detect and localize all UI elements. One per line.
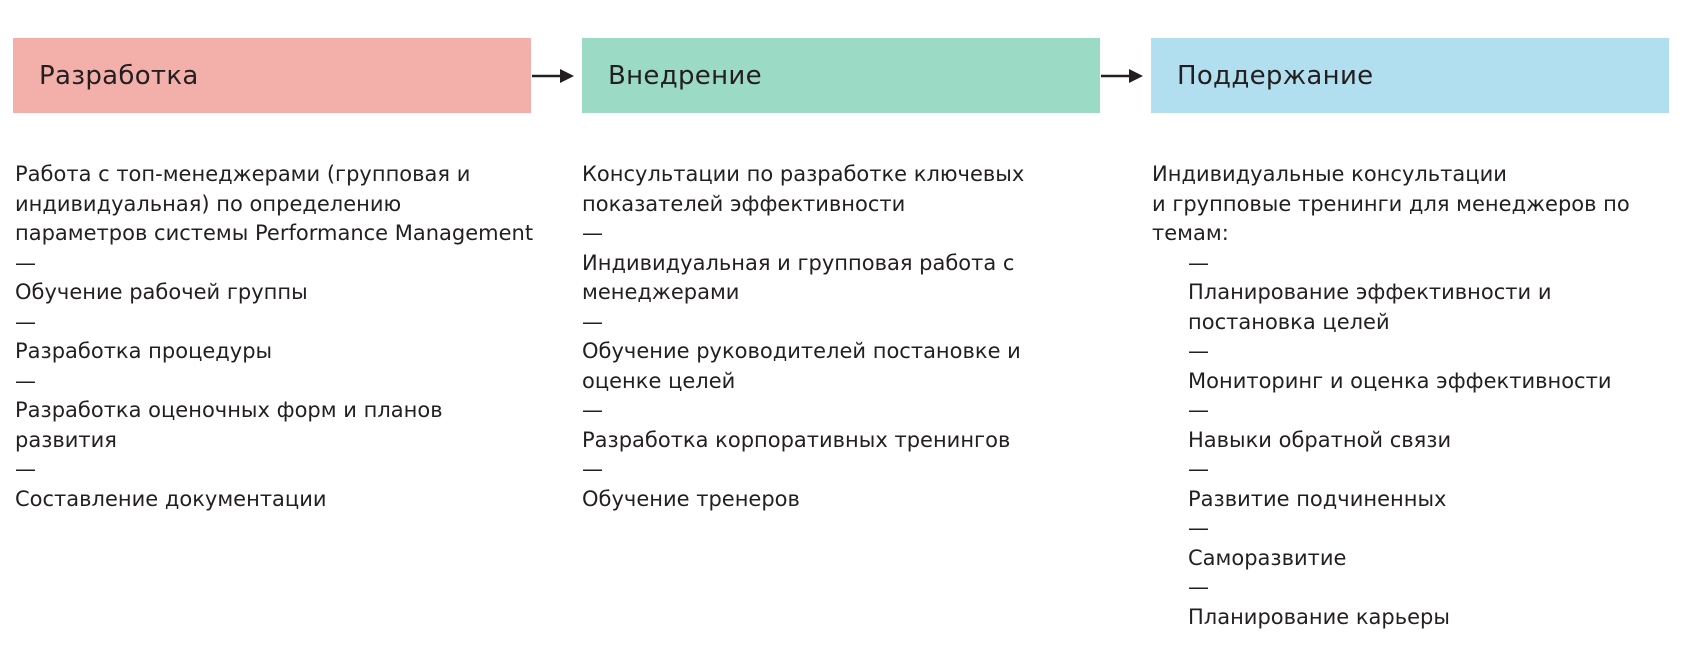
implementation-activities-list: [582, 160, 1102, 514]
stage-title: Внедрение: [608, 60, 762, 91]
separator-dash: —: [582, 309, 603, 334]
list-item: Разработка оценочных форм и планов развития: [15, 398, 443, 452]
list-item: Работа с топ-менеджерами (групповая и индивидуальная) по определению параметров системы Performance Management: [15, 162, 534, 245]
separator-dash: —: [15, 250, 36, 275]
separator-dash: —: [1188, 250, 1209, 275]
separator-dash: —: [15, 368, 36, 393]
list-item: Разработка процедуры: [15, 339, 273, 363]
separator-dash: —: [582, 221, 603, 245]
list-item: Обучение рабочей группы: [15, 280, 308, 304]
separator-dash: —: [1188, 457, 1209, 481]
list-item: Планирование карьеры: [1188, 604, 1450, 629]
list-item: Индивидуальная и групповая работа с менеджерами: [582, 250, 1015, 304]
list-item: Саморазвитие: [1188, 545, 1347, 570]
topics-sublist: [1152, 249, 1652, 633]
maintenance-activities-list: [1152, 160, 1652, 632]
list-item: Обучение руководителей постановке и оценке целей: [582, 339, 1021, 393]
separator-dash: —: [1188, 575, 1209, 599]
arrow-right-icon: [1101, 64, 1145, 88]
list-item: Мониторинг и оценка эффективности: [1188, 368, 1612, 393]
list-item: Консультации по разработке ключевых показателей эффективности: [582, 162, 1025, 216]
separator-dash: —: [582, 457, 603, 481]
list-item: Обучение тренеров: [582, 486, 800, 511]
separator-dash: —: [15, 309, 36, 334]
stage-header-development: [13, 38, 531, 113]
stage-title: Разработка: [39, 60, 199, 91]
separator-dash: —: [1188, 398, 1209, 422]
arrow-right-icon: [532, 64, 576, 88]
stage-title: Поддержание: [1177, 60, 1374, 91]
list-item: Развитие подчиненных: [1188, 486, 1447, 511]
list-item: Составление документации: [15, 486, 327, 511]
intro-line: Индивидуальные консультации: [1152, 162, 1507, 186]
stage-header-implementation: [582, 38, 1100, 113]
stage-header-maintenance: [1151, 38, 1669, 113]
list-item: Разработка корпоративных тренингов: [582, 427, 1011, 452]
separator-dash: —: [1188, 516, 1209, 540]
intro-line: и групповые тренинги для менеджеров по темам:: [1152, 191, 1630, 245]
list-item: Навыки обратной связи: [1188, 427, 1452, 452]
separator-dash: —: [15, 457, 36, 481]
development-activities-list: [15, 160, 535, 514]
list-item: Планирование эффективности и постановка целей: [1188, 280, 1552, 334]
separator-dash: —: [582, 398, 603, 422]
separator-dash: —: [1188, 339, 1209, 363]
